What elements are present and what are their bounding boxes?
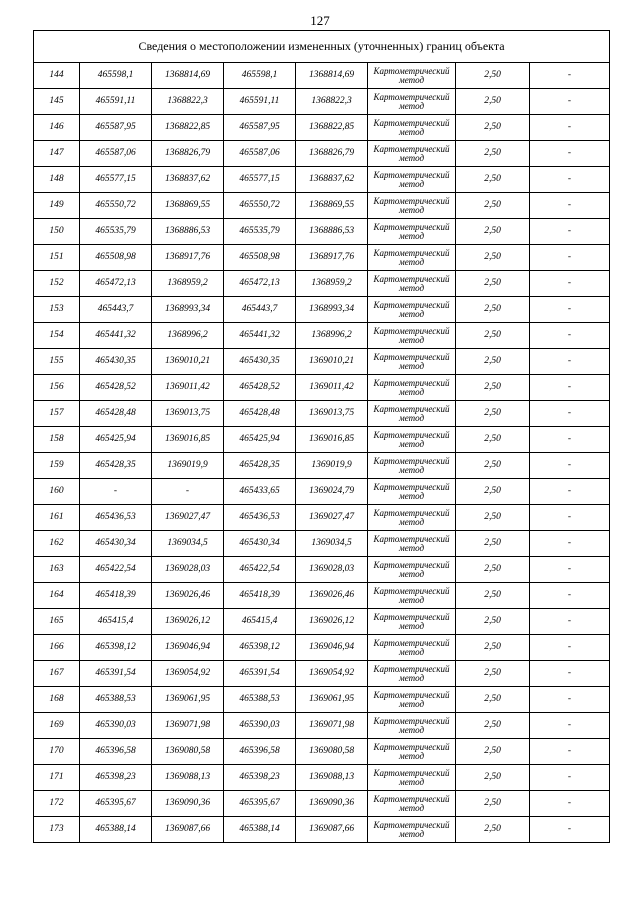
table-row: [34, 245, 610, 271]
point-number-cell: 170: [34, 739, 80, 765]
refined-y-cell: 1369087,66: [296, 817, 368, 843]
table-row: [34, 531, 610, 557]
point-number-cell: 168: [34, 687, 80, 713]
note-cell: -: [530, 297, 610, 323]
accuracy-cell: 2,50: [456, 505, 530, 531]
table-row: [34, 791, 610, 817]
table-row: [34, 271, 610, 297]
refined-y-cell: 1369088,13: [296, 765, 368, 791]
table-title: Сведения о местоположении измененных (уточненных) границ объекта: [34, 31, 610, 63]
accuracy-cell: 2,50: [456, 193, 530, 219]
note-cell: -: [530, 505, 610, 531]
refined-y-cell: 1368837,62: [296, 167, 368, 193]
note-cell: -: [530, 323, 610, 349]
existing-y-cell: 1369011,42: [152, 375, 224, 401]
note-cell: -: [530, 349, 610, 375]
existing-x-cell: 465428,52: [80, 375, 152, 401]
method-cell: Картометрический метод: [368, 89, 456, 115]
point-number-cell: 169: [34, 713, 80, 739]
refined-x-cell: 465398,23: [224, 765, 296, 791]
method-cell: Картометрический метод: [368, 115, 456, 141]
note-cell: -: [530, 557, 610, 583]
refined-x-cell: 465441,32: [224, 323, 296, 349]
existing-x-cell: 465390,03: [80, 713, 152, 739]
refined-x-cell: 465428,35: [224, 453, 296, 479]
table-row: [34, 89, 610, 115]
table-row: [34, 167, 610, 193]
table-row: [34, 427, 610, 453]
existing-x-cell: 465508,98: [80, 245, 152, 271]
method-cell: Картометрический метод: [368, 765, 456, 791]
table-row: [34, 453, 610, 479]
existing-x-cell: 465395,67: [80, 791, 152, 817]
refined-x-cell: 465428,52: [224, 375, 296, 401]
existing-x-cell: 465428,35: [80, 453, 152, 479]
note-cell: -: [530, 427, 610, 453]
note-cell: -: [530, 89, 610, 115]
existing-x-cell: 465441,32: [80, 323, 152, 349]
method-cell: Картометрический метод: [368, 427, 456, 453]
method-cell: Картометрический метод: [368, 531, 456, 557]
point-number-cell: 167: [34, 661, 80, 687]
refined-y-cell: 1368917,76: [296, 245, 368, 271]
method-cell: Картометрический метод: [368, 141, 456, 167]
refined-y-cell: 1368814,69: [296, 63, 368, 89]
accuracy-cell: 2,50: [456, 427, 530, 453]
refined-x-cell: 465396,58: [224, 739, 296, 765]
existing-y-cell: 1368917,76: [152, 245, 224, 271]
refined-x-cell: 465577,15: [224, 167, 296, 193]
existing-y-cell: 1368837,62: [152, 167, 224, 193]
table-body: [34, 63, 610, 843]
method-cell: Картометрический метод: [368, 635, 456, 661]
point-number-cell: 147: [34, 141, 80, 167]
table-row: [34, 349, 610, 375]
refined-x-cell: 465422,54: [224, 557, 296, 583]
accuracy-cell: 2,50: [456, 141, 530, 167]
point-number-cell: 157: [34, 401, 80, 427]
refined-x-cell: 465591,11: [224, 89, 296, 115]
refined-y-cell: 1369027,47: [296, 505, 368, 531]
existing-x-cell: 465415,4: [80, 609, 152, 635]
note-cell: -: [530, 791, 610, 817]
table-row: [34, 739, 610, 765]
point-number-cell: 152: [34, 271, 80, 297]
refined-x-cell: 465508,98: [224, 245, 296, 271]
refined-x-cell: 465388,14: [224, 817, 296, 843]
accuracy-cell: 2,50: [456, 817, 530, 843]
accuracy-cell: 2,50: [456, 115, 530, 141]
method-cell: Картометрический метод: [368, 63, 456, 89]
method-cell: Картометрический метод: [368, 401, 456, 427]
accuracy-cell: 2,50: [456, 349, 530, 375]
point-number-cell: 164: [34, 583, 80, 609]
existing-y-cell: 1369090,36: [152, 791, 224, 817]
method-cell: Картометрический метод: [368, 791, 456, 817]
refined-x-cell: 465395,67: [224, 791, 296, 817]
point-number-cell: 144: [34, 63, 80, 89]
existing-y-cell: 1369034,5: [152, 531, 224, 557]
table-row: [34, 505, 610, 531]
point-number-cell: 156: [34, 375, 80, 401]
existing-y-cell: 1368826,79: [152, 141, 224, 167]
existing-y-cell: 1368822,85: [152, 115, 224, 141]
refined-y-cell: 1369028,03: [296, 557, 368, 583]
accuracy-cell: 2,50: [456, 687, 530, 713]
existing-y-cell: 1368814,69: [152, 63, 224, 89]
point-number-cell: 172: [34, 791, 80, 817]
point-number-cell: 161: [34, 505, 80, 531]
existing-y-cell: -: [152, 479, 224, 505]
refined-x-cell: 465390,03: [224, 713, 296, 739]
refined-y-cell: 1369026,12: [296, 609, 368, 635]
table-row: [34, 323, 610, 349]
method-cell: Картометрический метод: [368, 557, 456, 583]
method-cell: Картометрический метод: [368, 687, 456, 713]
accuracy-cell: 2,50: [456, 765, 530, 791]
point-number-cell: 158: [34, 427, 80, 453]
refined-x-cell: 465472,13: [224, 271, 296, 297]
refined-y-cell: 1369019,9: [296, 453, 368, 479]
existing-x-cell: 465398,23: [80, 765, 152, 791]
refined-x-cell: 465598,1: [224, 63, 296, 89]
refined-y-cell: 1368993,34: [296, 297, 368, 323]
table-row: [34, 193, 610, 219]
existing-y-cell: 1369046,94: [152, 635, 224, 661]
note-cell: -: [530, 817, 610, 843]
existing-x-cell: 465436,53: [80, 505, 152, 531]
accuracy-cell: 2,50: [456, 453, 530, 479]
refined-y-cell: 1369046,94: [296, 635, 368, 661]
page-number: 127: [310, 13, 330, 28]
existing-x-cell: 465587,95: [80, 115, 152, 141]
existing-x-cell: 465443,7: [80, 297, 152, 323]
existing-y-cell: 1368959,2: [152, 271, 224, 297]
note-cell: -: [530, 115, 610, 141]
note-cell: -: [530, 479, 610, 505]
accuracy-cell: 2,50: [456, 583, 530, 609]
point-number-cell: 145: [34, 89, 80, 115]
existing-x-cell: 465425,94: [80, 427, 152, 453]
existing-y-cell: 1369013,75: [152, 401, 224, 427]
accuracy-cell: 2,50: [456, 609, 530, 635]
refined-x-cell: 465430,34: [224, 531, 296, 557]
existing-x-cell: 465398,12: [80, 635, 152, 661]
existing-x-cell: 465422,54: [80, 557, 152, 583]
note-cell: -: [530, 167, 610, 193]
table-row: [34, 375, 610, 401]
table-row: [34, 219, 610, 245]
existing-x-cell: 465388,53: [80, 687, 152, 713]
existing-y-cell: 1369026,12: [152, 609, 224, 635]
refined-x-cell: 465398,12: [224, 635, 296, 661]
boundary-coordinates-table: [33, 30, 610, 843]
method-cell: Картометрический метод: [368, 583, 456, 609]
existing-x-cell: 465472,13: [80, 271, 152, 297]
accuracy-cell: 2,50: [456, 323, 530, 349]
refined-x-cell: 465418,39: [224, 583, 296, 609]
note-cell: -: [530, 713, 610, 739]
refined-y-cell: 1368869,55: [296, 193, 368, 219]
existing-x-cell: 465391,54: [80, 661, 152, 687]
accuracy-cell: 2,50: [456, 167, 530, 193]
accuracy-cell: 2,50: [456, 739, 530, 765]
accuracy-cell: 2,50: [456, 89, 530, 115]
refined-y-cell: 1369011,42: [296, 375, 368, 401]
refined-y-cell: 1369016,85: [296, 427, 368, 453]
refined-y-cell: 1369090,36: [296, 791, 368, 817]
point-number-cell: 150: [34, 219, 80, 245]
existing-x-cell: 465396,58: [80, 739, 152, 765]
refined-y-cell: 1368996,2: [296, 323, 368, 349]
table-row: [34, 63, 610, 89]
point-number-cell: 163: [34, 557, 80, 583]
existing-x-cell: 465598,1: [80, 63, 152, 89]
accuracy-cell: 2,50: [456, 531, 530, 557]
existing-x-cell: 465591,11: [80, 89, 152, 115]
note-cell: -: [530, 245, 610, 271]
note-cell: -: [530, 531, 610, 557]
note-cell: -: [530, 609, 610, 635]
refined-y-cell: 1369026,46: [296, 583, 368, 609]
refined-y-cell: 1369034,5: [296, 531, 368, 557]
accuracy-cell: 2,50: [456, 401, 530, 427]
method-cell: Картометрический метод: [368, 505, 456, 531]
refined-x-cell: 465428,48: [224, 401, 296, 427]
refined-x-cell: 465430,35: [224, 349, 296, 375]
method-cell: Картометрический метод: [368, 245, 456, 271]
refined-y-cell: 1369024,79: [296, 479, 368, 505]
refined-y-cell: 1369054,92: [296, 661, 368, 687]
existing-y-cell: 1368822,3: [152, 89, 224, 115]
method-cell: Картометрический метод: [368, 375, 456, 401]
refined-x-cell: 465433,65: [224, 479, 296, 505]
accuracy-cell: 2,50: [456, 479, 530, 505]
point-number-cell: 173: [34, 817, 80, 843]
table-row: [34, 479, 610, 505]
refined-x-cell: 465535,79: [224, 219, 296, 245]
point-number-cell: 160: [34, 479, 80, 505]
table-title-row: [34, 31, 610, 63]
method-cell: Картометрический метод: [368, 349, 456, 375]
point-number-cell: 171: [34, 765, 80, 791]
note-cell: -: [530, 271, 610, 297]
existing-y-cell: 1368993,34: [152, 297, 224, 323]
existing-x-cell: 465430,34: [80, 531, 152, 557]
note-cell: -: [530, 401, 610, 427]
method-cell: Картометрический метод: [368, 453, 456, 479]
accuracy-cell: 2,50: [456, 245, 530, 271]
point-number-cell: 159: [34, 453, 80, 479]
method-cell: Картометрический метод: [368, 661, 456, 687]
existing-y-cell: 1369080,58: [152, 739, 224, 765]
accuracy-cell: 2,50: [456, 635, 530, 661]
accuracy-cell: 2,50: [456, 297, 530, 323]
point-number-cell: 155: [34, 349, 80, 375]
existing-y-cell: 1369054,92: [152, 661, 224, 687]
method-cell: Картометрический метод: [368, 323, 456, 349]
table-row: [34, 401, 610, 427]
method-cell: Картометрический метод: [368, 297, 456, 323]
existing-y-cell: 1368869,55: [152, 193, 224, 219]
existing-y-cell: 1369087,66: [152, 817, 224, 843]
refined-y-cell: 1368826,79: [296, 141, 368, 167]
point-number-cell: 146: [34, 115, 80, 141]
refined-x-cell: 465415,4: [224, 609, 296, 635]
method-cell: Картометрический метод: [368, 817, 456, 843]
refined-x-cell: 465388,53: [224, 687, 296, 713]
existing-y-cell: 1369019,9: [152, 453, 224, 479]
refined-x-cell: 465550,72: [224, 193, 296, 219]
accuracy-cell: 2,50: [456, 271, 530, 297]
existing-x-cell: -: [80, 479, 152, 505]
note-cell: -: [530, 583, 610, 609]
existing-x-cell: 465428,48: [80, 401, 152, 427]
table-row: [34, 609, 610, 635]
note-cell: -: [530, 635, 610, 661]
existing-x-cell: 465577,15: [80, 167, 152, 193]
table-row: [34, 635, 610, 661]
point-number-cell: 166: [34, 635, 80, 661]
table-row: [34, 661, 610, 687]
note-cell: -: [530, 765, 610, 791]
refined-x-cell: 465443,7: [224, 297, 296, 323]
existing-y-cell: 1369010,21: [152, 349, 224, 375]
existing-x-cell: 465430,35: [80, 349, 152, 375]
method-cell: Картометрический метод: [368, 609, 456, 635]
existing-y-cell: 1369027,47: [152, 505, 224, 531]
point-number-cell: 162: [34, 531, 80, 557]
table-row: [34, 765, 610, 791]
table-row: [34, 583, 610, 609]
point-number-cell: 148: [34, 167, 80, 193]
existing-y-cell: 1369061,95: [152, 687, 224, 713]
method-cell: Картометрический метод: [368, 219, 456, 245]
accuracy-cell: 2,50: [456, 219, 530, 245]
method-cell: Картометрический метод: [368, 479, 456, 505]
accuracy-cell: 2,50: [456, 791, 530, 817]
table-row: [34, 557, 610, 583]
note-cell: -: [530, 739, 610, 765]
accuracy-cell: 2,50: [456, 661, 530, 687]
table-row: [34, 713, 610, 739]
refined-x-cell: 465391,54: [224, 661, 296, 687]
existing-y-cell: 1369071,98: [152, 713, 224, 739]
table-row: [34, 297, 610, 323]
accuracy-cell: 2,50: [456, 63, 530, 89]
note-cell: -: [530, 687, 610, 713]
existing-y-cell: 1369088,13: [152, 765, 224, 791]
refined-x-cell: 465587,06: [224, 141, 296, 167]
table-row: [34, 817, 610, 843]
point-number-cell: 154: [34, 323, 80, 349]
note-cell: -: [530, 219, 610, 245]
table-row: [34, 141, 610, 167]
accuracy-cell: 2,50: [456, 713, 530, 739]
accuracy-cell: 2,50: [456, 557, 530, 583]
existing-x-cell: 465587,06: [80, 141, 152, 167]
refined-y-cell: 1368959,2: [296, 271, 368, 297]
method-cell: Картометрический метод: [368, 167, 456, 193]
existing-x-cell: 465550,72: [80, 193, 152, 219]
table-row: [34, 687, 610, 713]
method-cell: Картометрический метод: [368, 713, 456, 739]
accuracy-cell: 2,50: [456, 375, 530, 401]
method-cell: Картометрический метод: [368, 271, 456, 297]
refined-y-cell: 1369010,21: [296, 349, 368, 375]
note-cell: -: [530, 141, 610, 167]
existing-x-cell: 465388,14: [80, 817, 152, 843]
refined-x-cell: 465425,94: [224, 427, 296, 453]
point-number-cell: 165: [34, 609, 80, 635]
existing-y-cell: 1369028,03: [152, 557, 224, 583]
point-number-cell: 151: [34, 245, 80, 271]
existing-y-cell: 1368886,53: [152, 219, 224, 245]
existing-y-cell: 1369026,46: [152, 583, 224, 609]
point-number-cell: 153: [34, 297, 80, 323]
note-cell: -: [530, 661, 610, 687]
note-cell: -: [530, 453, 610, 479]
note-cell: -: [530, 193, 610, 219]
existing-y-cell: 1368996,2: [152, 323, 224, 349]
method-cell: Картометрический метод: [368, 193, 456, 219]
refined-y-cell: 1369080,58: [296, 739, 368, 765]
note-cell: -: [530, 63, 610, 89]
refined-y-cell: 1369061,95: [296, 687, 368, 713]
refined-x-cell: 465587,95: [224, 115, 296, 141]
refined-y-cell: 1368886,53: [296, 219, 368, 245]
point-number-cell: 149: [34, 193, 80, 219]
method-cell: Картометрический метод: [368, 739, 456, 765]
refined-y-cell: 1368822,85: [296, 115, 368, 141]
refined-y-cell: 1368822,3: [296, 89, 368, 115]
refined-y-cell: 1369013,75: [296, 401, 368, 427]
refined-y-cell: 1369071,98: [296, 713, 368, 739]
existing-x-cell: 465418,39: [80, 583, 152, 609]
existing-x-cell: 465535,79: [80, 219, 152, 245]
table-row: [34, 115, 610, 141]
note-cell: -: [530, 375, 610, 401]
existing-y-cell: 1369016,85: [152, 427, 224, 453]
refined-x-cell: 465436,53: [224, 505, 296, 531]
